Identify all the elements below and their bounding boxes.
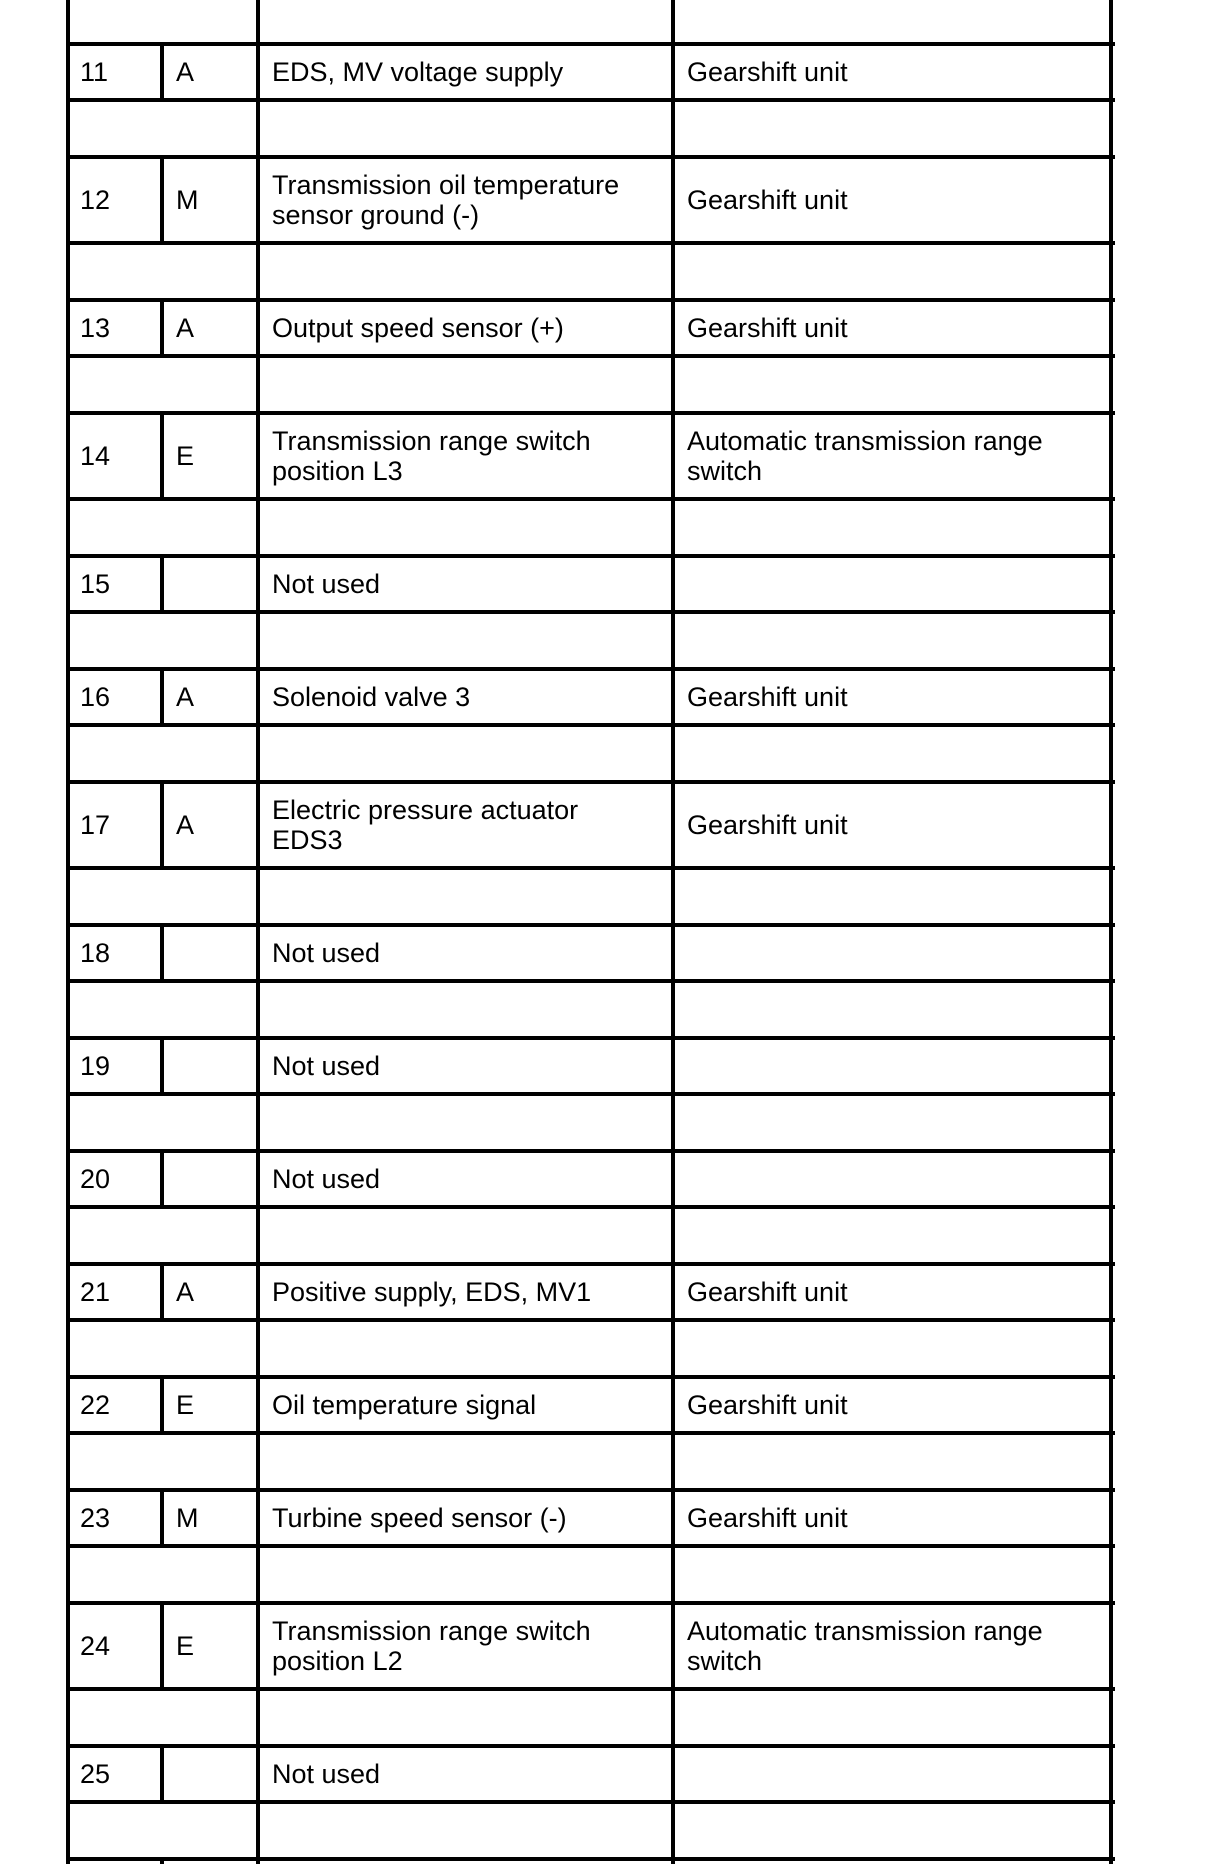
row-separator	[68, 1205, 1115, 1209]
pin-number-cell: 25	[80, 1759, 111, 1789]
component-cell: Gearshift unit	[687, 682, 848, 712]
signal-type-cell: A	[176, 810, 195, 840]
description-cell: EDS, MV voltage supply	[272, 57, 564, 87]
component-cell	[687, 558, 1111, 610]
description-cell: Not used	[272, 1759, 381, 1789]
description-cell: Electric pressure actuator EDS3	[272, 795, 579, 855]
row-separator	[68, 979, 1115, 983]
component-cell: Gearshift unit	[687, 57, 848, 87]
signal-type-cell: A	[176, 682, 195, 712]
column-divider-type	[160, 1859, 164, 1864]
row-separator	[68, 98, 1115, 102]
row-separator	[68, 1431, 1115, 1435]
component-cell: Gearshift unit	[687, 313, 848, 343]
component-cell: Automatic transmission range switch	[687, 1616, 1043, 1676]
signal-type-cell	[176, 558, 258, 610]
component-cell	[687, 1040, 1111, 1092]
row-separator	[68, 1687, 1115, 1691]
signal-type-cell: A	[176, 313, 195, 343]
description-cell: Not used	[272, 1164, 381, 1194]
pin-number-cell: 16	[80, 682, 111, 712]
signal-type-cell: M	[176, 1503, 199, 1533]
signal-type-cell	[176, 1040, 258, 1092]
row-separator	[68, 497, 1115, 501]
pin-number-cell: 14	[80, 441, 111, 471]
description-cell: Positive supply, EDS, MV1	[272, 1277, 592, 1307]
row-separator	[68, 354, 1115, 358]
row-separator	[68, 1800, 1115, 1804]
description-cell: Turbine speed sensor (-)	[272, 1503, 567, 1533]
component-cell	[687, 1748, 1111, 1800]
signal-type-cell	[176, 927, 258, 979]
pin-number-cell: 15	[80, 569, 111, 599]
description-cell: Transmission range switch position L2	[272, 1616, 591, 1676]
component-cell: Automatic transmission range switch	[687, 426, 1043, 486]
row-separator	[68, 866, 1115, 870]
component-cell: Gearshift unit	[687, 810, 848, 840]
pin-number-cell: 20	[80, 1164, 111, 1194]
signal-type-cell: E	[176, 1390, 195, 1420]
signal-type-cell: E	[176, 441, 195, 471]
pin-number-cell: 12	[80, 185, 111, 215]
component-cell: Gearshift unit	[687, 1503, 848, 1533]
row-separator	[68, 1544, 1115, 1548]
signal-type-cell: A	[176, 57, 195, 87]
row-separator	[68, 1092, 1115, 1096]
pin-number-cell: 11	[80, 57, 109, 87]
signal-type-cell: M	[176, 185, 199, 215]
pin-number-cell: 24	[80, 1631, 111, 1661]
pin-number-cell: 23	[80, 1503, 111, 1533]
description-cell: Not used	[272, 938, 381, 968]
component-cell	[687, 1153, 1111, 1205]
signal-type-cell	[176, 1748, 258, 1800]
pin-number-cell: 17	[80, 810, 111, 840]
component-cell	[687, 927, 1111, 979]
signal-type-cell: E	[176, 1631, 195, 1661]
description-cell: Output speed sensor (+)	[272, 313, 564, 343]
row-separator	[68, 1857, 1115, 1861]
row-separator	[68, 241, 1115, 245]
pin-number-cell: 18	[80, 938, 111, 968]
component-cell: Gearshift unit	[687, 1277, 848, 1307]
description-cell: Transmission oil temperature sensor ground (-)	[272, 170, 620, 230]
signal-type-cell	[176, 1153, 258, 1205]
row-separator	[68, 1318, 1115, 1322]
pin-number-cell: 22	[80, 1390, 111, 1420]
description-cell: Not used	[272, 569, 381, 599]
pin-number-cell: 21	[80, 1277, 111, 1307]
pin-number-cell: 19	[80, 1051, 111, 1081]
row-separator	[68, 723, 1115, 727]
component-cell: Gearshift unit	[687, 185, 848, 215]
pin-number-cell: 13	[80, 313, 111, 343]
signal-type-cell: A	[176, 1277, 195, 1307]
component-cell: Gearshift unit	[687, 1390, 848, 1420]
table-border-left	[66, 0, 70, 1864]
description-cell: Oil temperature signal	[272, 1390, 537, 1420]
description-cell: Not used	[272, 1051, 381, 1081]
description-cell: Solenoid valve 3	[272, 682, 471, 712]
description-cell: Transmission range switch position L3	[272, 426, 591, 486]
row-separator	[68, 610, 1115, 614]
